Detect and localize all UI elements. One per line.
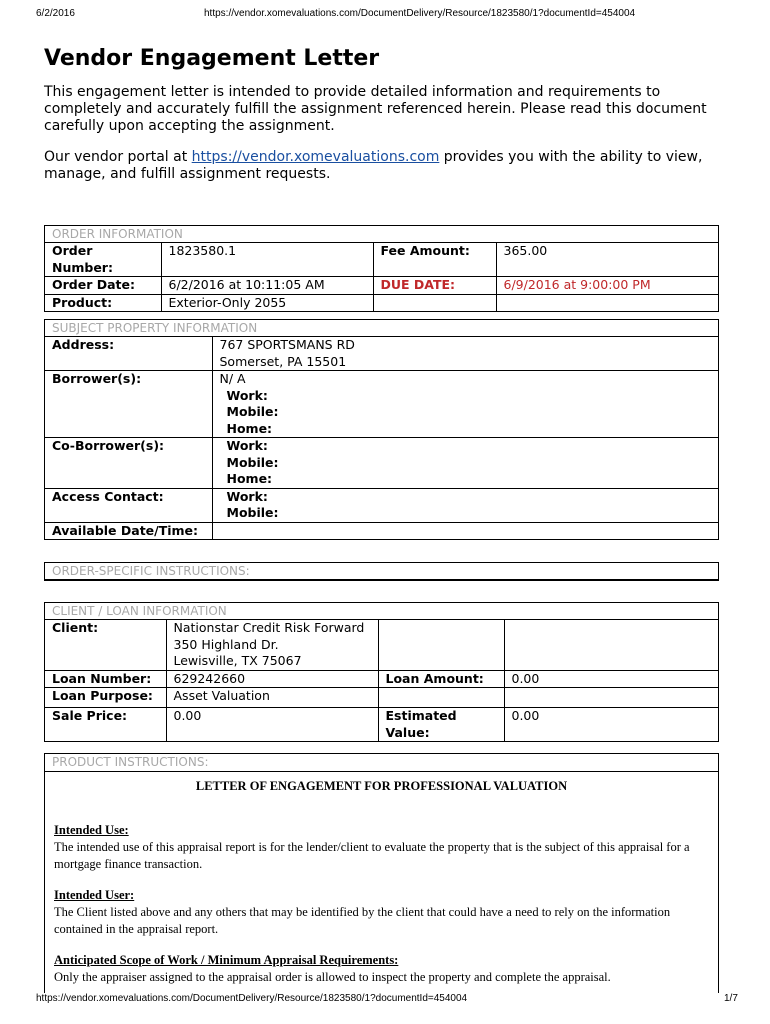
engagement-heading: LETTER OF ENGAGEMENT FOR PROFESSIONAL VALUATION: [195, 779, 568, 793]
client-value: [166, 620, 378, 671]
label: Borrower(s):: [45, 371, 212, 438]
label: Sale Price:: [45, 708, 166, 742]
order-specific-section: [44, 562, 719, 581]
available-value: [212, 522, 718, 539]
portal-paragraph: [44, 149, 734, 183]
section-title: CLIENT / LOAN INFORMATION: [52, 604, 227, 618]
empty-cell: [373, 294, 496, 311]
table-row: [45, 243, 718, 277]
fee-amount-value: 365.00: [496, 243, 718, 277]
intended-user-block: [54, 887, 694, 938]
address-line-1: 767 SPORTSMANS RD: [219, 337, 355, 352]
table-row: [45, 708, 718, 742]
section-title: PRODUCT INSTRUCTIONS:: [45, 754, 718, 772]
estimated-value: 0.00: [504, 708, 718, 742]
intended-user-text: The Client listed above and any others that may be identified by the client that could have a need to rely on the information contained in the appraisal report.: [54, 905, 671, 936]
subject-property-section: [44, 319, 719, 540]
sale-price-value: 0.00: [166, 708, 378, 742]
product-instructions-section: [44, 753, 719, 993]
home-label: Home:: [226, 471, 273, 486]
work-label: Work:: [226, 438, 268, 453]
loan-purpose-value: Asset Valuation: [166, 688, 378, 708]
borrower-name: N/ A: [219, 371, 246, 386]
table-row: [45, 277, 718, 295]
portal-text-after: provides you with the ability to view, manage, and fulfill assignment requests.: [44, 149, 703, 182]
page-number: 1/7: [724, 993, 738, 1004]
page-title: Vendor Engagement Letter: [44, 46, 380, 71]
product-value: Exterior-Only 2055: [161, 294, 373, 311]
label: Access Contact:: [45, 488, 212, 522]
table-row: [45, 488, 718, 522]
due-date-label: DUE DATE:: [373, 277, 496, 295]
label: Fee Amount:: [373, 243, 496, 277]
label: Order Number:: [45, 243, 161, 277]
table-row: [45, 688, 718, 708]
coborrower-value: [212, 438, 718, 489]
print-date: 6/2/2016: [36, 8, 75, 19]
scope-text: Only the appraiser assigned to the appraisal order is allowed to inspect the property and complete the appraisal.: [54, 970, 611, 984]
table-row: [45, 522, 718, 539]
table-row: [45, 337, 718, 371]
table-row: [45, 294, 718, 311]
table-row: [45, 371, 718, 438]
label: Loan Purpose:: [45, 688, 166, 708]
empty-cell: [378, 688, 504, 708]
client-line-1: Nationstar Credit Risk Forward: [173, 620, 365, 635]
empty-cell: [378, 620, 504, 671]
due-date-value: 6/9/2016 at 9:00:00 PM: [496, 277, 718, 295]
vendor-portal-link[interactable]: https://vendor.xomevaluations.com: [191, 149, 440, 165]
empty-cell: [504, 688, 718, 708]
label: Estimated Value:: [378, 708, 504, 742]
loan-number-value: 629242660: [166, 670, 378, 688]
label: Client:: [45, 620, 166, 671]
mobile-label: Mobile:: [226, 505, 279, 520]
section-title: ORDER INFORMATION: [52, 227, 183, 241]
address-value: [212, 337, 718, 371]
work-label: Work:: [226, 488, 268, 504]
portal-text-before: Our vendor portal at: [44, 149, 192, 165]
scope-block: [54, 952, 694, 986]
order-information-section: [44, 225, 719, 312]
scope-title: Anticipated Scope of Work / Minimum Appraisal Requirements:: [54, 953, 399, 967]
borrower-value: [212, 371, 718, 438]
intended-use-block: [54, 822, 694, 873]
mobile-label: Mobile:: [226, 454, 279, 470]
client-line-2: 350 Highland Dr.: [173, 636, 279, 652]
label: Co-Borrower(s):: [45, 438, 212, 489]
mobile-label: Mobile:: [226, 404, 279, 419]
table-row: [45, 670, 718, 688]
empty-cell: [496, 294, 718, 311]
section-title: SUBJECT PROPERTY INFORMATION: [52, 321, 258, 335]
address-line-2: Somerset, PA 15501: [219, 353, 347, 369]
label: Available Date/Time:: [45, 522, 212, 539]
client-line-3: Lewisville, TX 75067: [173, 653, 302, 668]
empty-cell: [504, 620, 718, 671]
intended-user-title: Intended User:: [54, 888, 135, 902]
order-date-value: 6/2/2016 at 10:11:05 AM: [161, 277, 373, 295]
client-loan-section: [44, 602, 719, 742]
print-url-header: https://vendor.xomevaluations.com/DocumentDelivery/Resource/1823580/1?documentId=454004: [204, 8, 636, 19]
loan-amount-value: 0.00: [504, 670, 718, 688]
intended-use-title: Intended Use:: [54, 823, 129, 837]
work-label: Work:: [226, 387, 268, 403]
section-title: ORDER-SPECIFIC INSTRUCTIONS:: [52, 564, 250, 578]
label: Loan Number:: [45, 670, 166, 688]
intended-use-text: The intended use of this appraisal report is for the lender/client to evaluate the property that is the subject of this appraisal for a mortgage finance transaction.: [54, 840, 690, 871]
label: Address:: [45, 337, 212, 371]
table-row: [45, 438, 718, 489]
order-number-value: 1823580.1: [161, 243, 373, 277]
home-label: Home:: [226, 420, 273, 436]
intro-paragraph: This engagement letter is intended to provide detailed information and requirements to completely and accurately fulfill the assignment referenced herein. Please read this document carefully upon accepting the assignment.: [44, 84, 707, 134]
label: Loan Amount:: [378, 670, 504, 688]
table-row: [45, 620, 718, 671]
label: Order Date:: [45, 277, 161, 295]
access-contact-value: [212, 488, 718, 522]
label: Product:: [45, 294, 161, 311]
print-url-footer: https://vendor.xomevaluations.com/DocumentDelivery/Resource/1823580/1?documentId=454004: [36, 993, 468, 1004]
